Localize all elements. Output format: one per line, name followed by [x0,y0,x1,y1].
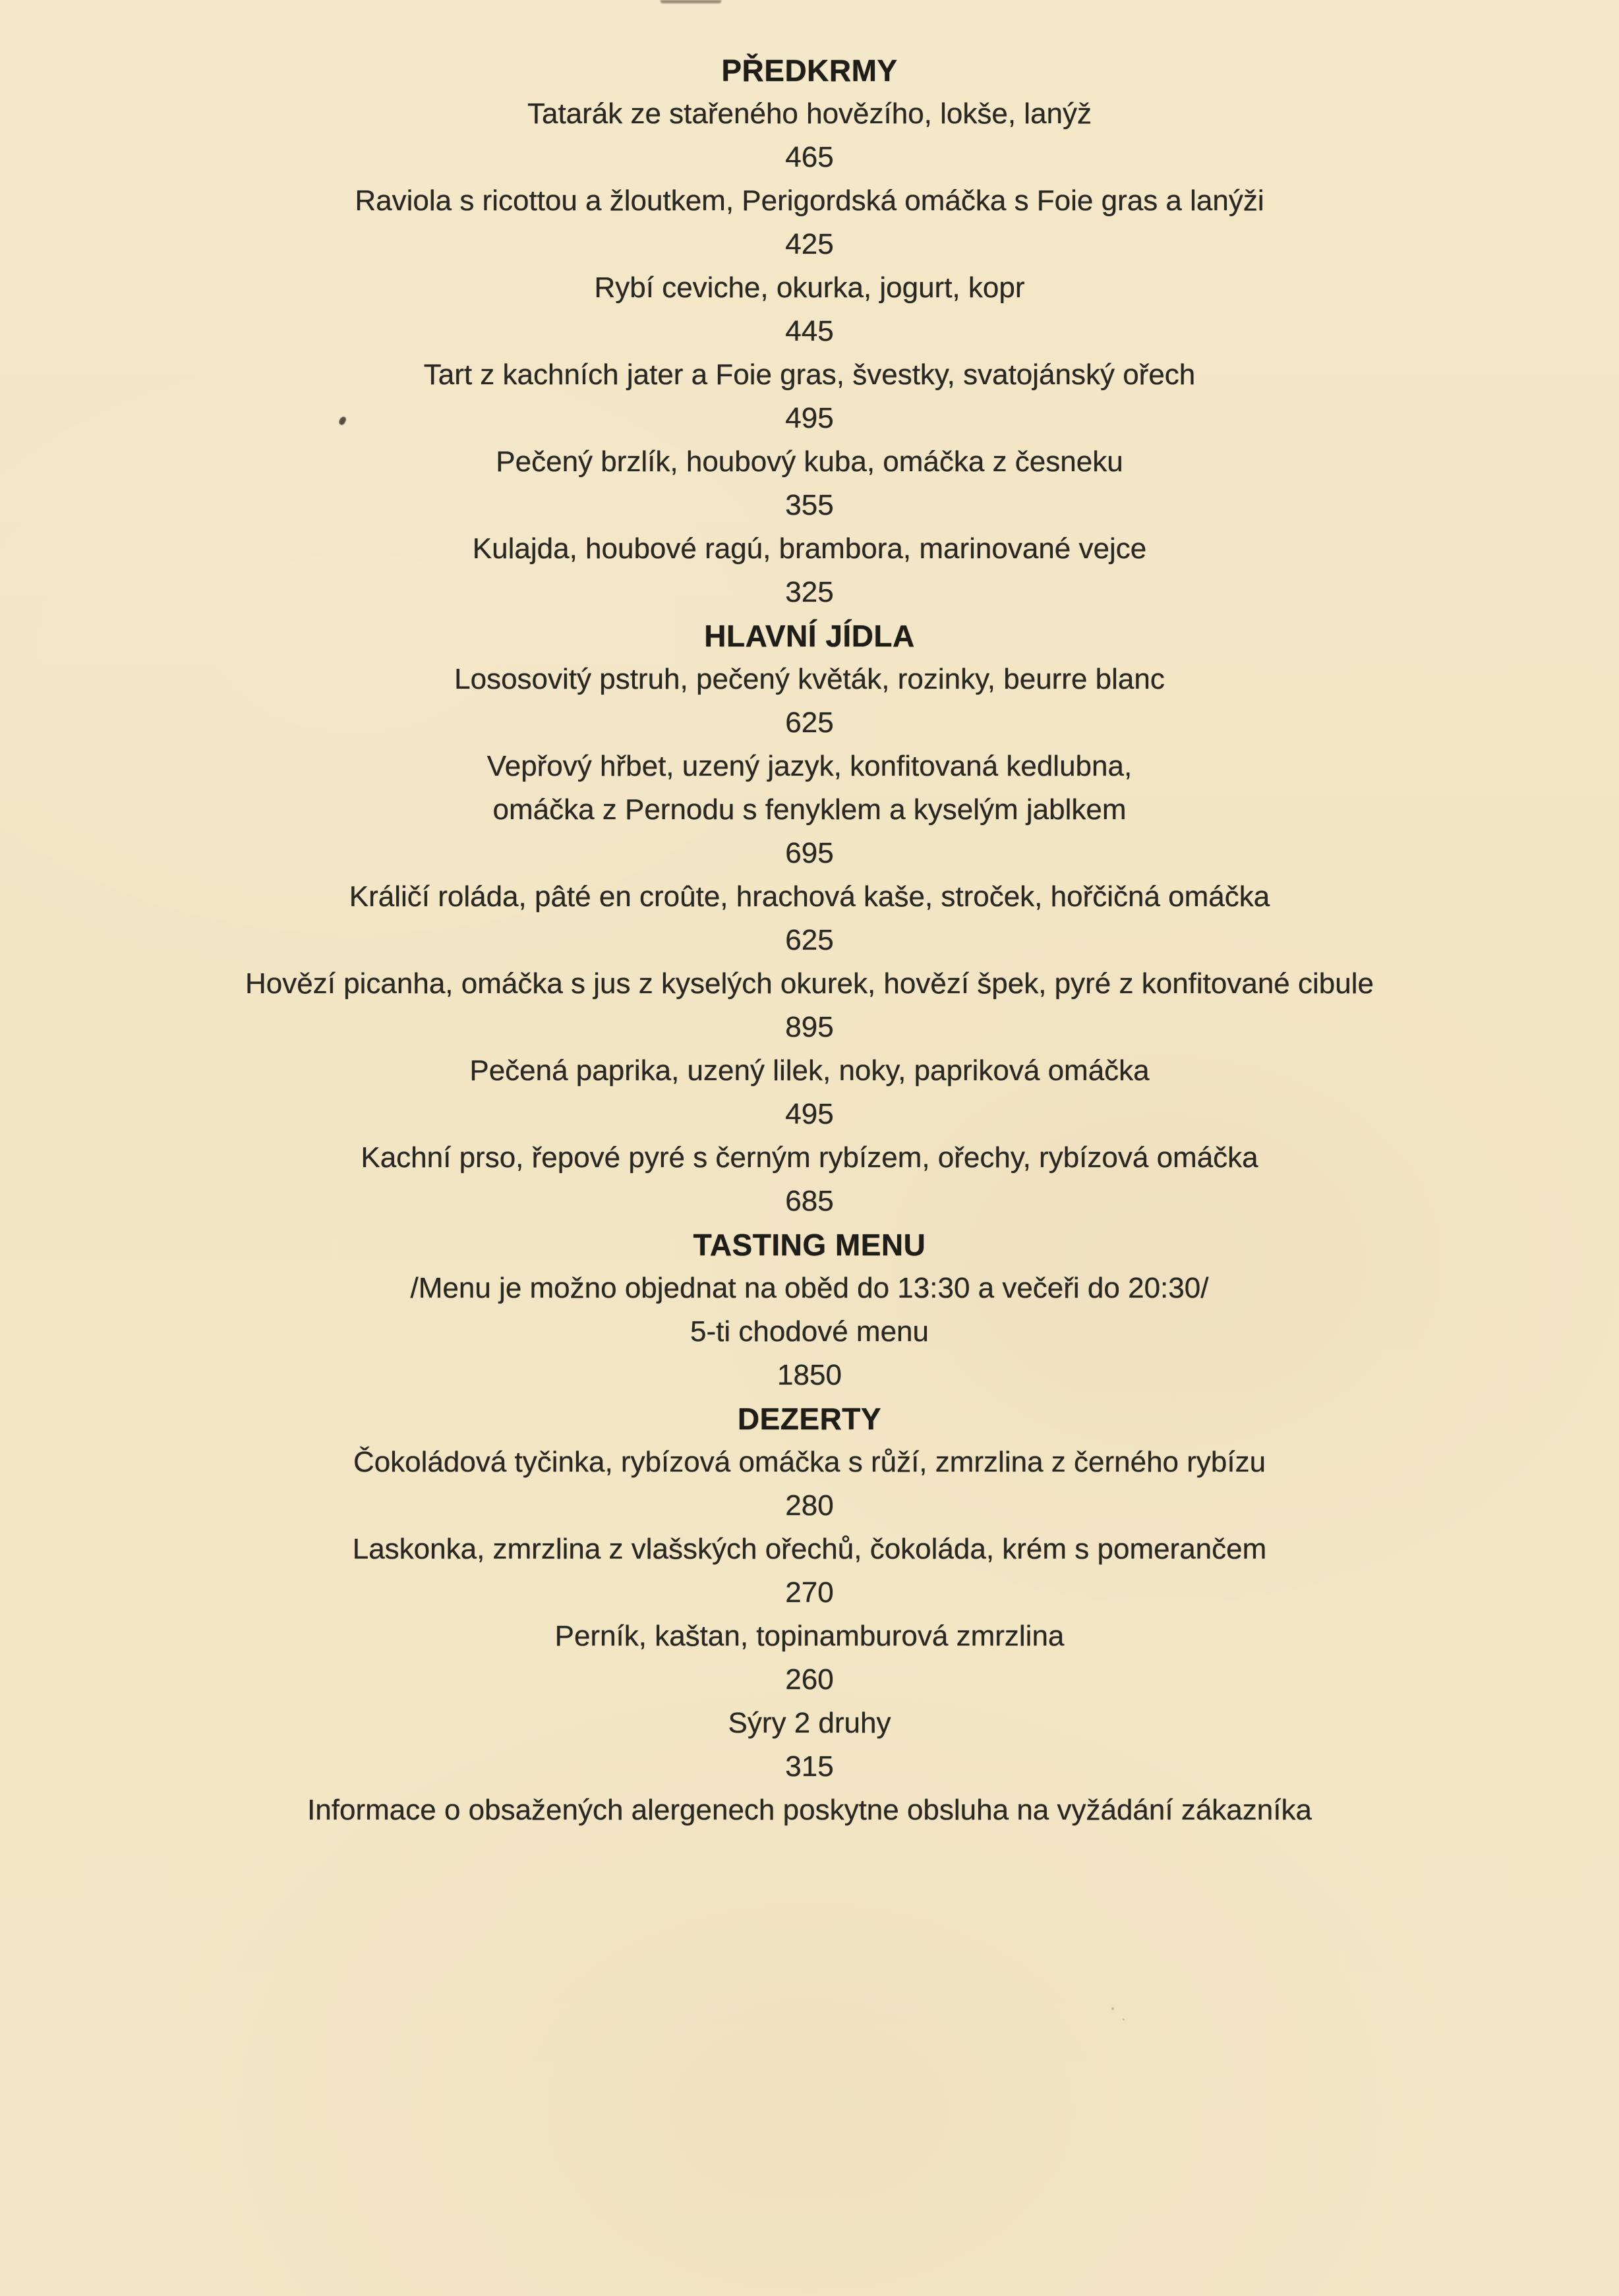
menu-item-name: Pečená paprika, uzený lilek, noky, papriková omáčka [469,1054,1150,1087]
menu-section-tasting-menu [0,1223,1619,1397]
menu-section-predkrmy [0,49,1619,614]
menu-item-price: 325 [785,576,834,608]
menu-item-name: Králičí roláda, pâté en croûte, hrachová kaše, stroček, hořčičná omáčka [349,880,1270,913]
menu-item-name: Lososovitý pstruh, pečený květák, rozinky, beurre blanc [454,663,1165,695]
menu-item-price: 465 [785,141,834,173]
menu-item-price: 280 [785,1489,834,1522]
menu-item-price: 425 [785,228,834,260]
menu-item-price: 445 [785,315,834,347]
section-heading-predkrmy: PŘEDKRMY [721,53,898,88]
menu-item-name: Tatarák ze stařeného hovězího, lokše, lanýž [527,98,1092,130]
scan-smudge-artifact [661,0,721,3]
menu-item-price: 895 [785,1011,834,1043]
menu-item-price: 495 [785,1098,834,1130]
tasting-menu-note: /Menu je možno objednat na oběd do 13:30 a večeři do 20:30/ [410,1272,1209,1304]
menu-item-name: Čokoládová tyčinka, rybízová omáčka s růží, zmrzlina z černého rybízu [353,1446,1266,1478]
menu-item-name: Tart z kachních jater a Foie gras, švestky, svatojánský ořech [423,359,1196,391]
section-heading-dezerty: DEZERTY [737,1402,882,1436]
menu-item-name: omáčka z Pernodu s fenyklem a kyselým jablkem [492,793,1127,826]
menu-item-price: 355 [785,489,834,521]
menu-item-name: Vepřový hřbet, uzený jazyk, konfitovaná kedlubna, [486,750,1133,782]
menu-item-name: Kulajda, houbové ragú, brambora, marinované vejce [472,532,1147,565]
menu-section-dezerty [0,1397,1619,1789]
menu-item-price: 625 [785,924,834,956]
menu-item-name: Sýry 2 druhy [728,1707,891,1739]
menu-item-price: 695 [785,837,834,869]
allergen-note: Informace o obsažených alergenech poskytne obsluha na vyžádání zákazníka [307,1794,1312,1826]
menu-item-price: 270 [785,1576,834,1609]
menu-item-name: Kachní prso, řepové pyré s černým rybízem, ořechy, rybízová omáčka [361,1141,1258,1174]
menu-item-name: Perník, kaštan, topinamburová zmrzlina [554,1620,1065,1652]
menu-item-name: 5-ti chodové menu [690,1315,929,1348]
menu-item-name: Pečený brzlík, houbový kuba, omáčka z česneku [496,445,1123,478]
menu-item-name: Raviola s ricottou a žloutkem, Perigordská omáčka s Foie gras a lanýži [355,185,1264,217]
section-heading-tasting-menu: TASTING MENU [693,1228,926,1262]
menu-item-name: Laskonka, zmrzlina z vlašských ořechů, čokoláda, krém s pomerančem [352,1533,1267,1565]
menu-item-name: Rybí ceviche, okurka, jogurt, kopr [594,272,1025,304]
paper-speck-artifact [1111,2007,1114,2010]
paper-speck-artifact [1123,2019,1125,2021]
section-heading-hlavni-jidla: HLAVNÍ JÍDLA [704,619,915,653]
menu-item-price: 315 [785,1750,834,1783]
menu-item-price: 260 [785,1663,834,1696]
menu-item-price: 685 [785,1185,834,1217]
menu-content [0,49,1619,1832]
menu-section-hlavni-jidla [0,614,1619,1223]
menu-item-price: 1850 [777,1359,842,1391]
menu-item-name: Hovězí picanha, omáčka s jus z kyselých okurek, hovězí špek, pyré z konfitované cibule [245,967,1374,1000]
menu-item-price: 625 [785,706,834,739]
menu-item-price: 495 [785,402,834,434]
